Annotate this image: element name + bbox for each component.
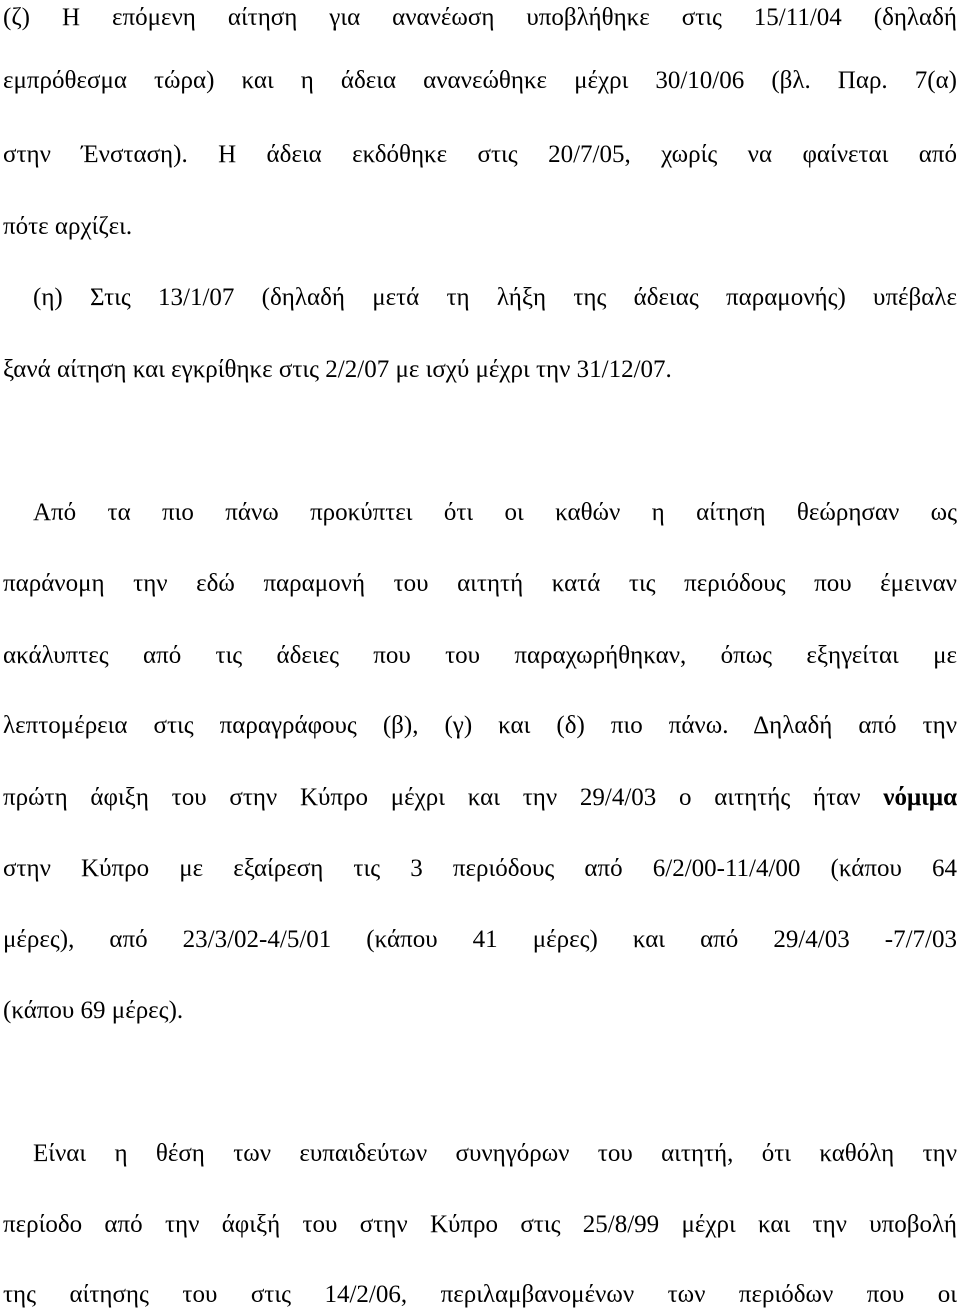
bold-emphasis: νόμιμα (883, 784, 958, 811)
text-line: στην Ένσταση). Η άδεια εκδόθηκε στις 20/7/05, χωρίς να φαίνεται από (3, 141, 957, 168)
text-line: εμπρόθεσμα τώρα) και η άδεια ανανεώθηκε μέχρι 30/10/06 (βλ. Παρ. 7(α) (3, 67, 957, 94)
text-line: ξανά αίτηση και εγκρίθηκε στις 2/2/07 με ισχύ μέχρι την 31/12/07. (3, 356, 672, 383)
text-segment: πρώτη άφιξη του στην Κύπρο μέχρι και την 29/4/03 ο αιτητής ήταν (3, 784, 861, 811)
text-line: πότε αρχίζει. (3, 213, 133, 240)
text-line: λεπτομέρεια στις παραγράφους (β), (γ) και (δ) πιο πάνω. Δηλαδή από την (3, 712, 957, 739)
text-line: περίοδο από την άφιξή του στην Κύπρο στις 25/8/99 μέχρι και την υποβολή (3, 1211, 957, 1238)
text-line: στην Κύπρο με εξαίρεση τις 3 περιόδους από 6/2/00-11/4/00 (κάπου 64 (3, 855, 957, 882)
text-line: (κάπου 69 μέρες). (3, 997, 184, 1024)
text-line: παράνομη την εδώ παραμονή του αιτητή κατά τις περιόδους που έμειναν (3, 570, 957, 597)
text-line: της αίτησης του στις 14/2/06, περιλαμβανομένων των περιόδων που οι (3, 1281, 957, 1308)
text-line: Είναι η θέση των ευπαιδεύτων συνηγόρων του αιτητή, ότι καθόλη την (33, 1140, 957, 1167)
text-line: ακάλυπτες από τις άδειες που του παραχωρήθηκαν, όπως εξηγείται με (3, 642, 957, 669)
text-line: (η) Στις 13/1/07 (δηλαδή μετά τη λήξη της άδειας παραμονής) υπέβαλε (33, 284, 957, 311)
text-line: μέρες), από 23/3/02-4/5/01 (κάπου 41 μέρες) και από 29/4/03 -7/7/03 (3, 926, 957, 953)
text-line: Από τα πιο πάνω προκύπτει ότι οι καθών η αίτηση θεώρησαν ως (33, 499, 957, 526)
text-line: (ζ) Η επόμενη αίτηση για ανανέωση υποβλήθηκε στις 15/11/04 (δηλαδή (3, 4, 957, 31)
text-line-with-emphasis (3, 780, 957, 816)
